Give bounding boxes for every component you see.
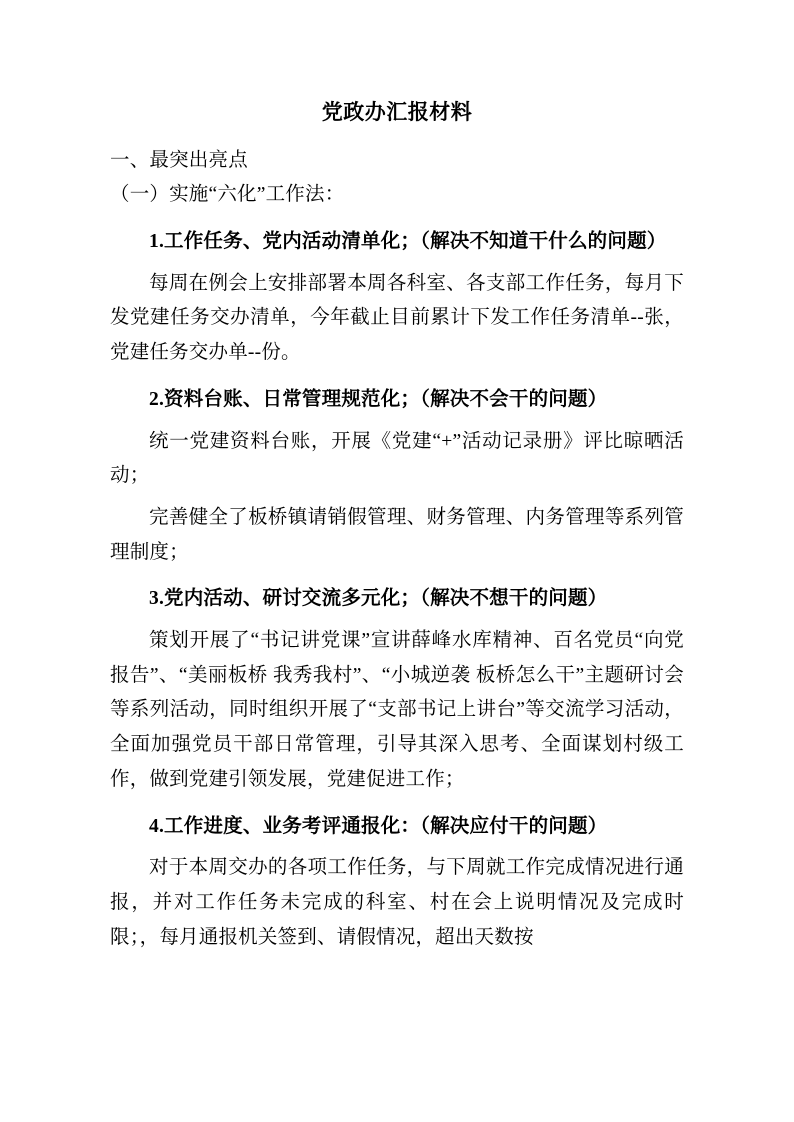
page-title: 党政办汇报材料 <box>321 100 473 124</box>
paragraph-item-2-body-1: 统一党建资料台账，开展《党建“+”活动记录册》评比晾晒活动； <box>110 430 684 487</box>
paragraph-item-1-heading: 1.工作任务、党内活动清单化；（解决不知道干什么的问题） <box>149 231 667 252</box>
paragraph-section-1: 一、最突出亮点 <box>110 149 248 171</box>
paragraph-subsection-1: （一）实施“六化”工作法： <box>110 184 345 206</box>
paragraph-item-3-body: 策划开展了“书记讲党课”宣讲薛峰水库精神、百名党员“向党报告”、“美丽板桥 我秀我村”、“小城逆袭 板桥怎么干”主题研讨会等系列活动，同时组织开展了“支部书记上讲台”等交流学习活动，全面加强党员干部日常管理，引导其深入思考、全面谋划村级工作，做到党建引领发展，党建促进工作； <box>110 630 684 790</box>
paragraph-item-4-heading: 4.工作进度、业务考评通报化：（解决应付干的问题） <box>149 815 608 837</box>
paragraph-item-4-body: 对于本周交办的各项工作任务，与下周就工作完成情况进行通报，并对工作任务未完成的科室、村在会上说明情况及完成时限；，每月通报机关签到、请假情况，超出天数按 <box>110 857 684 948</box>
paragraph-item-2-heading: 2.资料台账、日常管理规范化；（解决不会干的问题） <box>149 388 608 410</box>
document-body <box>110 144 684 956</box>
paragraph-item-3-heading: 3.党内活动、研讨交流多元化；（解决不想干的问题） <box>149 588 608 610</box>
paragraph-item-2-body-2: 完善健全了板桥镇请销假管理、财务管理、内务管理等系列管理制度； <box>110 506 684 563</box>
paragraph-item-1-body: 每周在例会上安排部署本周各科室、各支部工作任务，每月下发党建任务交办清单，今年截止目前累计下发工作任务清单--张，党建任务交办单--份。 <box>110 272 684 364</box>
